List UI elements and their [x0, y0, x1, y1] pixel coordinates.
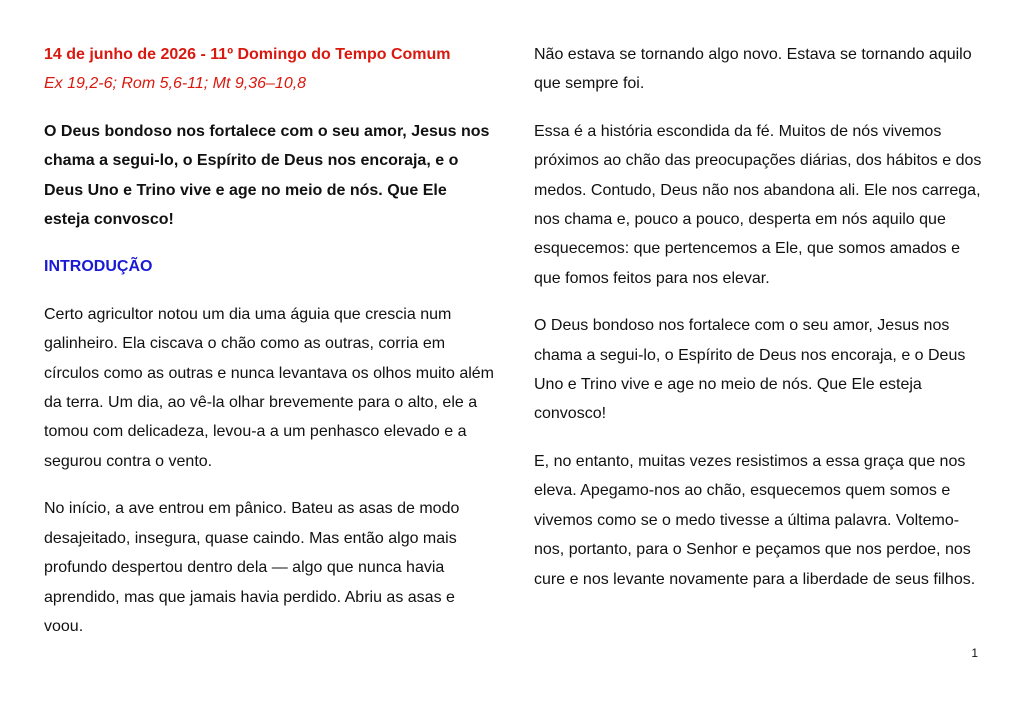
paragraph: Essa é a história escondida da fé. Muitos de nós vivemos próximos ao chão das preocupações diárias, dos hábitos e dos medos. Contudo, Deus não nos abandona ali. Ele nos carrega, nos chama e, pouco a pouco, desperta em nós aquilo que esquecemos: que pertencemos a Ele, que somos amados e que fomos feitos para nos elevar. [534, 122, 982, 287]
section-heading: INTRODUÇÃO [44, 258, 153, 276]
readings-line: Ex 19,2-6; Rom 5,6-11; Mt 9,36–10,8 [44, 75, 307, 93]
left-column [44, 40, 494, 641]
page-number: 1 [971, 646, 978, 660]
greeting-paragraph: O Deus bondoso nos fortalece com o seu amor, Jesus nos chama a segui-lo, o Espírito de Deus nos encoraja, e o Deus Uno e Trino vive e age no meio de nós. Que Ele esteja convosco! [44, 122, 490, 229]
paragraph: No início, a ave entrou em pânico. Bateu as asas de modo desajeitado, insegura, quase caindo. Mas então algo mais profundo despertou dentro dela — algo que nunca havia aprendido, mas que jamais havia perdido. Abriu as asas e voou. [44, 500, 460, 635]
paragraph: Não estava se tornando algo novo. Estava se tornando aquilo que sempre foi. [534, 46, 972, 93]
right-column [534, 40, 984, 594]
paragraph: E, no entanto, muitas vezes resistimos a essa graça que nos eleva. Apegamo-nos ao chão, esquecemos quem somos e vivemos como se o medo tivesse a última palavra. Voltemo-nos, portanto, para o Senhor e peçamos que nos perdoe, nos cure e nos levante novamente para a liberdade de seus filhos. [534, 452, 976, 588]
paragraph: Certo agricultor notou um dia uma águia que crescia num galinheiro. Ela ciscava o chão como as outras, corria em círculos como as outras e nunca levantava os olhos muito além da terra. Um dia, ao vê-la olhar brevemente para o alto, ele a tomou com delicadeza, levou-a a um penhasco elevado e a segurou contra o vento. [44, 305, 495, 470]
date-line: 14 de junho de 2026 - 11º Domingo do Tempo Comum [44, 46, 451, 63]
paragraph: O Deus bondoso nos fortalece com o seu amor, Jesus nos chama a segui-lo, o Espírito de Deus nos encoraja, e o Deus Uno e Trino vive e age no meio de nós. Que Ele esteja convosco! [534, 317, 966, 423]
